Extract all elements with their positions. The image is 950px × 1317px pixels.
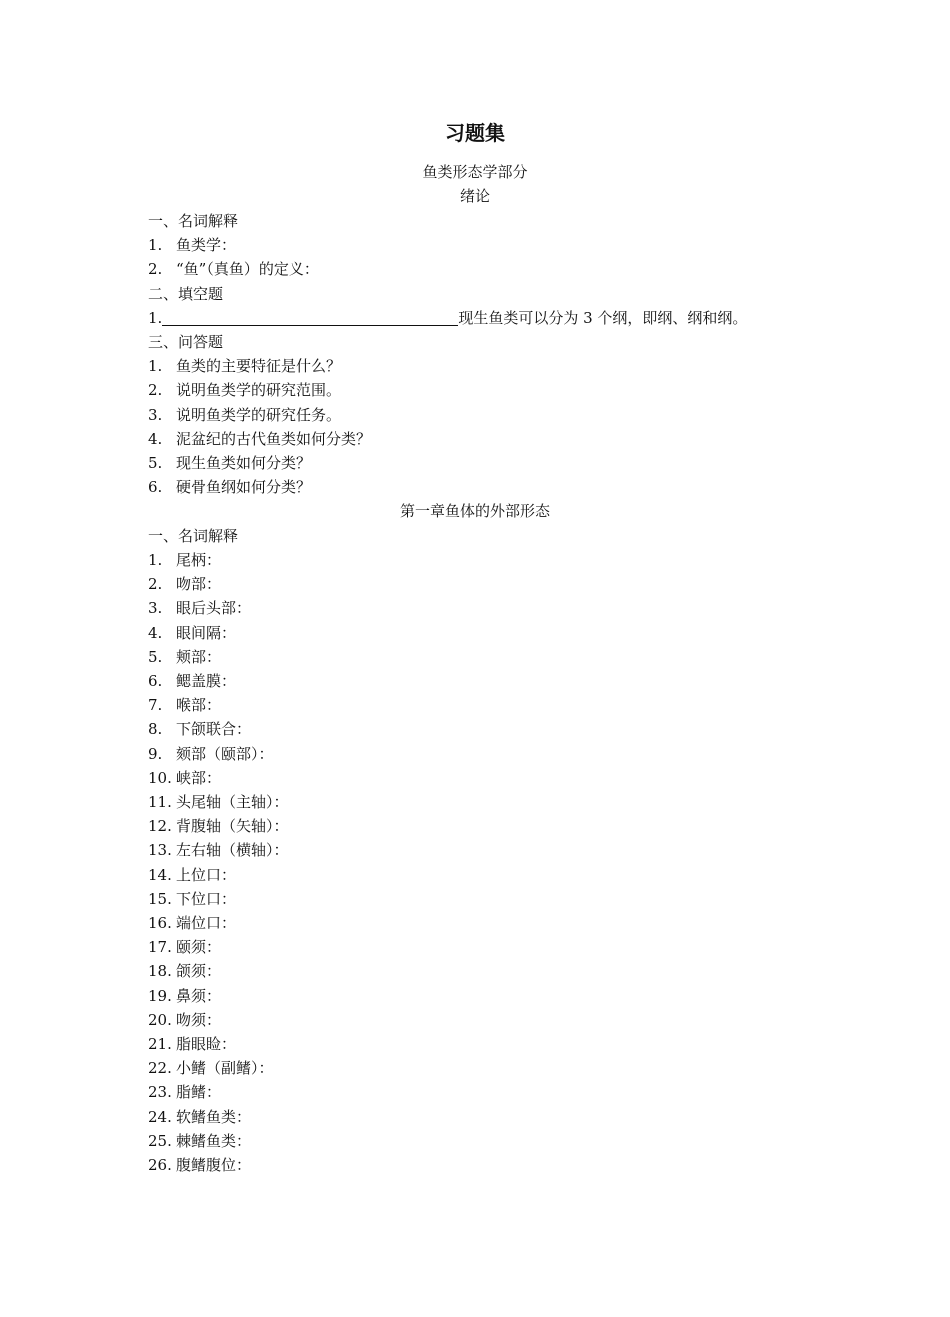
term-text: 颌须： [176,962,222,980]
term-item [148,1153,251,1177]
term-item [148,717,251,741]
term-number: 8. [148,720,163,738]
term-text: 端位口： [176,914,237,932]
question-text: 说明鱼类学的研究任务。 [176,406,342,424]
term-number: 18. [148,962,172,980]
question-text: 说明鱼类学的研究范围。 [176,381,342,399]
question-number: 2. [148,260,163,278]
term-item [148,742,274,766]
chapter-title: 第一章鱼体的外部形态 [399,502,550,520]
section-heading: 一、名词解释 [148,212,239,230]
term-item [148,766,221,790]
question-item [148,451,311,475]
term-item [148,693,221,717]
term-text: 背腹轴（矢轴）： [176,817,289,835]
section-heading: 二、填空题 [148,285,224,303]
section-heading: 三、问答题 [148,333,224,351]
term-item [148,1032,236,1056]
question-number: 2. [148,381,163,399]
question-text: “鱼”（真鱼）的定义： [176,260,319,278]
question-item [148,403,341,427]
term-item [148,838,289,862]
term-item [148,935,221,959]
question-item [148,427,371,451]
question-number: 3. [148,406,163,424]
term-number: 1. [148,551,163,569]
term-item [148,911,236,935]
term-text: 头尾轴（主轴）： [176,793,289,811]
question-item [148,257,319,281]
section-heading: 一、名词解释 [148,527,239,545]
question-text: 现生鱼类可以分为 3 个纲，即纲、纲和纲。 [458,309,748,327]
question-number: 5. [148,454,163,472]
term-number: 10. [148,769,172,787]
term-text: 眼后头部： [176,599,252,617]
fill-blank-item [148,306,747,330]
term-item [148,814,289,838]
term-text: 小鳍（副鳍）： [176,1059,274,1077]
term-text: 脂眼睑： [176,1035,237,1053]
intro-title: 绪论 [459,187,490,205]
term-text: 左右轴（横轴）： [176,841,289,859]
question-text: 鱼类的主要特征是什么？ [176,357,342,375]
term-text: 鼻须： [176,987,222,1005]
question-number: 1. [148,357,163,375]
term-text: 下位口： [176,890,237,908]
term-number: 16. [148,914,172,932]
term-text: 软鳍鱼类： [176,1108,252,1126]
term-number: 25. [148,1132,172,1150]
question-text: 鱼类学： [176,236,237,254]
term-text: 脂鳍： [176,1083,222,1101]
question-text: 现生鱼类如何分类？ [176,454,312,472]
term-number: 24. [148,1108,172,1126]
term-item [148,1105,251,1129]
term-number: 9. [148,745,163,763]
term-text: 下颌联合： [176,720,252,738]
term-item [148,1008,221,1032]
term-text: 尾柄： [176,551,222,569]
term-number: 5. [148,648,163,666]
term-text: 棘鳍鱼类： [176,1132,252,1150]
term-number: 20. [148,1011,172,1029]
term-item [148,669,236,693]
term-text: 喉部： [176,696,222,714]
question-number: 4. [148,430,163,448]
term-text: 颊部： [176,648,222,666]
term-number: 19. [148,987,172,1005]
term-item [148,863,236,887]
term-number: 15. [148,890,172,908]
term-text: 颏部（颐部）： [176,745,274,763]
term-text: 眼间隔： [176,624,237,642]
term-item [148,1056,274,1080]
term-number: 13. [148,841,172,859]
term-item [148,621,236,645]
term-text: 峡部： [176,769,222,787]
term-number: 12. [148,817,172,835]
term-number: 17. [148,938,172,956]
document-title: 习题集 [445,121,505,145]
term-text: 颐须： [176,938,222,956]
term-number: 23. [148,1083,172,1101]
term-item [148,548,221,572]
question-text: 硬骨鱼纲如何分类？ [176,478,312,496]
term-item [148,984,221,1008]
term-number: 21. [148,1035,172,1053]
term-item [148,959,221,983]
term-item [148,645,221,669]
term-item [148,790,289,814]
term-number: 2. [148,575,163,593]
term-item [148,596,251,620]
term-number: 6. [148,672,163,690]
term-number: 22. [148,1059,172,1077]
term-text: 吻部： [176,575,222,593]
term-item [148,1129,251,1153]
term-text: 腹鳍腹位： [176,1156,252,1174]
question-item [148,475,311,499]
question-number: 1. [148,236,163,254]
question-number: 6. [148,478,163,496]
term-number: 26. [148,1156,172,1174]
term-number: 11. [148,793,172,811]
question-text: 泥盆纪的古代鱼类如何分类？ [176,430,372,448]
term-item [148,572,221,596]
term-number: 7. [148,696,163,714]
term-text: 鳃盖膜： [176,672,237,690]
question-item [148,233,236,257]
question-number: 1. [148,309,163,327]
term-number: 14. [148,866,172,884]
answer-blank-line [162,309,458,326]
term-text: 吻须： [176,1011,222,1029]
term-number: 3. [148,599,163,617]
question-item [148,378,341,402]
term-text: 上位口： [176,866,237,884]
question-item [148,354,341,378]
part-title: 鱼类形态学部分 [422,163,528,181]
term-item [148,1080,221,1104]
term-item [148,887,236,911]
term-number: 4. [148,624,163,642]
